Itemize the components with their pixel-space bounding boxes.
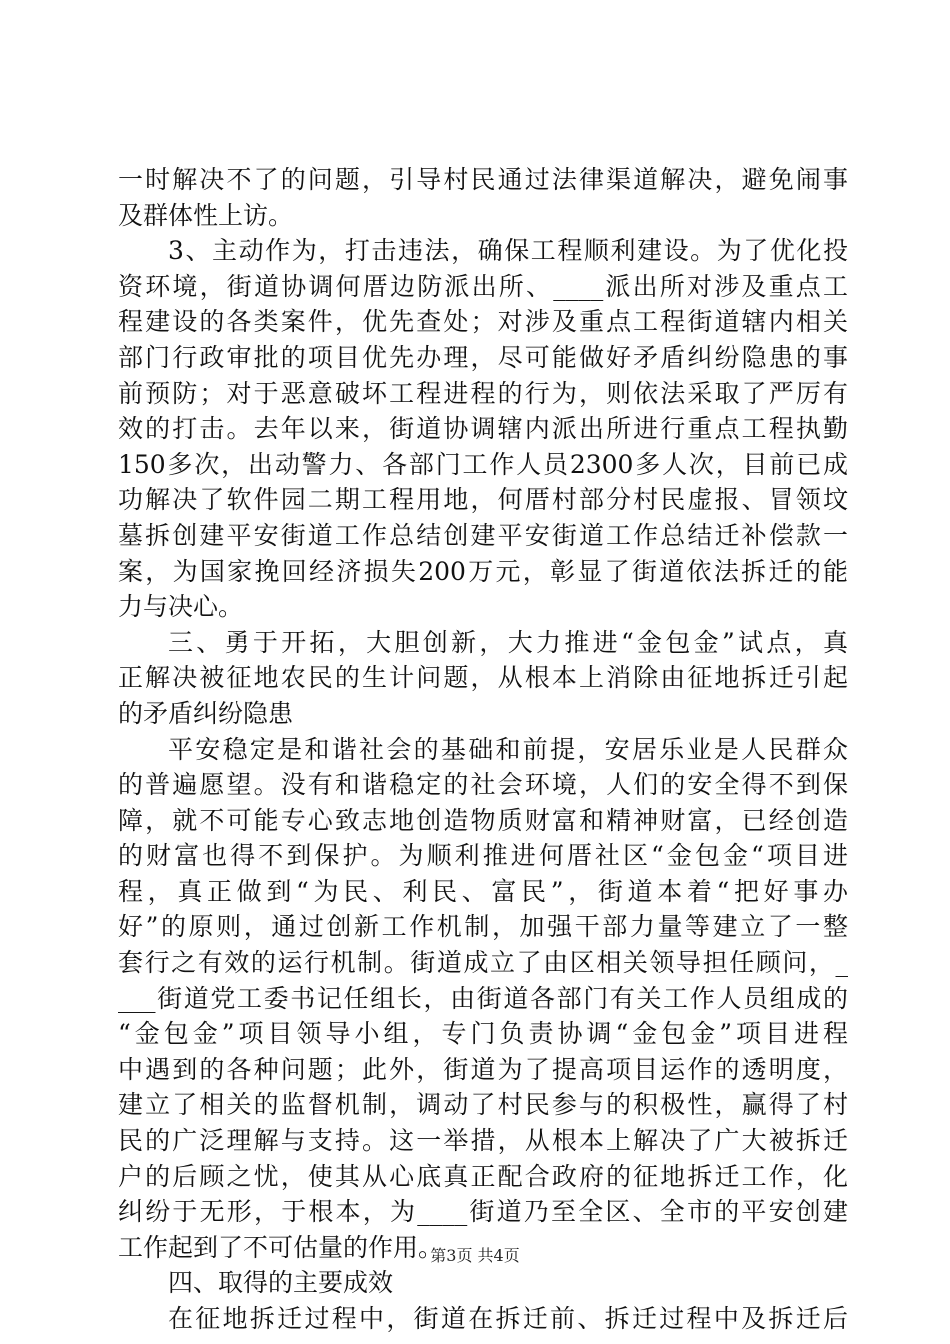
document-body: [118, 162, 848, 1337]
text-line: 障，就不可能专心致志地创造物质财富和精神财富，已经创造: [118, 805, 848, 835]
text-line: 在征地拆迁过程中，街道在拆迁前、拆迁过程中及拆迁后: [168, 1304, 848, 1333]
page-number: 第3页 共4页: [430, 1246, 520, 1265]
text-line: 一时解决不了的问题，引导村民通过法律渠道解决，避免闹事: [118, 165, 848, 194]
text-line: 案，为国家挽回经济损失200万元，彰显了街道依法拆迁的能: [118, 556, 848, 586]
section-heading-line: 三、勇于开拓，大胆创新，大力推进“金包金”试点，真: [168, 627, 848, 657]
text-line: 建立了相关的监督机制，调动了村民参与的积极性，赢得了村: [118, 1090, 848, 1120]
text-line: 的财富也得不到保护。为顺利推进何厝社区“金包金“项目进: [118, 841, 848, 871]
text-line: 纠纷于无形，于根本，为____街道乃至全区、全市的平安创建: [118, 1197, 848, 1227]
section-heading-line: 四、取得的主要成效: [168, 1268, 394, 1298]
text-line: 墓拆创建平安街道工作总结创建平安街道工作总结迁补偿款一: [118, 520, 848, 550]
text-line: 的普遍愿望。没有和谐稳定的社会环境，人们的安全得不到保: [118, 770, 848, 800]
text-line: 好”的原则，通过创新工作机制，加强干部力量等建立了一整: [118, 912, 848, 942]
text-line: 部门行政审批的项目优先办理，尽可能做好矛盾纠纷隐患的事: [118, 342, 848, 372]
text-line: 3、主动作为，打击违法，确保工程顺利建设。为了优化投: [168, 236, 848, 266]
text-line: 前预防；对于恶意破坏工程进程的行为，则依法采取了严厉有: [118, 378, 848, 408]
text-line: 户的后顾之忧，使其从心底真正配合政府的征地拆迁工作，化: [118, 1161, 848, 1191]
text-line: 平安稳定是和谐社会的基础和前提，安居乐业是人民群众: [168, 734, 848, 764]
text-line: “金包金”项目领导小组，专门负责协调“金包金”项目进程: [118, 1019, 848, 1049]
text-line: 程，真正做到“为民、利民、富民”，街道本着“把好事办: [118, 876, 848, 906]
text-line: 资环境，街道协调何厝边防派出所、____派出所对涉及重点工: [118, 271, 848, 301]
text-line: 民的广泛理解与支持。这一举措，从根本上解决了广大被拆迁: [118, 1126, 848, 1156]
text-line: 功解决了软件园二期工程用地，何厝村部分村民虚报、冒领坟: [118, 485, 848, 515]
text-line: ___街道党工委书记任组长，由街道各部门有关工作人员组成的: [118, 983, 848, 1013]
page-footer: [0, 1245, 950, 1267]
text-line: 程建设的各类案件，优先查处；对涉及重点工程街道辖内相关: [118, 307, 848, 337]
text-line: 效的打击。去年以来，街道协调辖内派出所进行重点工程执勤: [118, 414, 848, 444]
text-line: 工作起到了不可估量的作用。: [118, 1232, 444, 1262]
text-line: 套行之有效的运行机制。街道成立了由区相关领导担任顾问，_: [118, 948, 848, 978]
text-line: 150多次，出动警力、各部门工作人员2300多人次，目前已成: [118, 449, 848, 479]
section-heading-line: 正解决被征地农民的生计问题，从根本上消除由征地拆迁引起: [118, 663, 848, 693]
text-line: 力与决心。: [118, 592, 244, 622]
text-line: 及群体性上访。: [118, 200, 294, 230]
section-heading-line: 的矛盾纠纷隐患: [118, 698, 294, 728]
text-line: 中遇到的各种问题；此外，街道为了提高项目运作的透明度，: [118, 1054, 848, 1084]
